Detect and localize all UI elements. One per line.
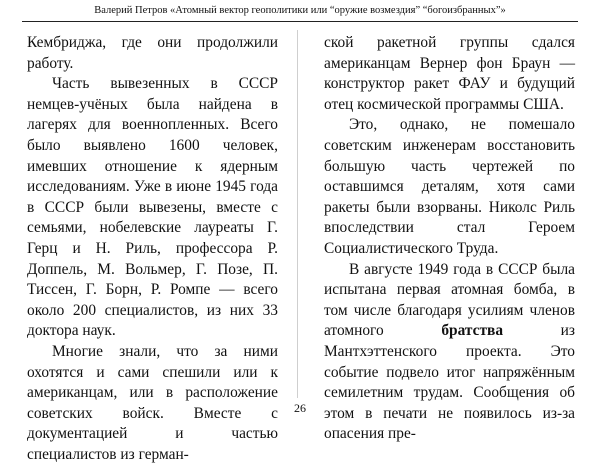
left-paragraph-2: Часть вывезенных в СССР немцев-учёных была найдена в лагерях для военнопленных. Всего было выявлено 1600 человек, имевших отношение к ядерным исследованиям. Уже в июне 1945 года в СССР были вывезены, вместе с семьями, нобелевские лауреаты Г. Герц и Н. Риль, профессора Р. Доппель, М. Вольмер, Г. Позе, П. Тиссен, Г. Борн, Р. Ромпе — всего около 200 специалистов, из них 33 доктора наук. [27,75,278,340]
column-divider [297,30,298,398]
running-header: Валерий Петров «Атомный вектор геополитики или “оружие возмездия” “богоизбранных”» [94,5,506,16]
right-paragraph-1: ской ракетной группы сдался американцам Вернер фон Браун — конструктор ракет ФАУ и будущий отец космической программы США. [324,34,575,113]
right-paragraph-2: Это, однако, не помешало советским инженерам восстановить большую часть чертежей по оставшимся деталям, хотя сами ракеты были взорваны. Николс Риль впоследствии стал Героем Социалистического Труда. [324,116,575,257]
left-paragraph-1: Кембриджа, где они продолжили работу. [27,34,278,72]
bold-term-bratstvo: братства [441,322,504,340]
page-number: 26 [294,401,306,415]
header-rule [22,21,578,22]
left-paragraph-3: Многие знали, что за ними охотятся и сами спешили или к американцам, или в расположение советских войск. Вместе с документацией и частью специалистов из герман- [27,342,278,463]
right-paragraph-3-end: из Мантхэттенского проекта. Это событие подвело итог напряжённым семилетним трудам. Сообщения об этом в печати не появилось из-за опасения пре- [324,322,575,443]
right-column [324,33,575,445]
right-paragraph-3 [324,260,575,445]
right-paragraph-3-start: В августе 1949 года в СССР была испытана первая атомная бомба, в том числе благодаря усилиям членов атомного [324,260,575,340]
